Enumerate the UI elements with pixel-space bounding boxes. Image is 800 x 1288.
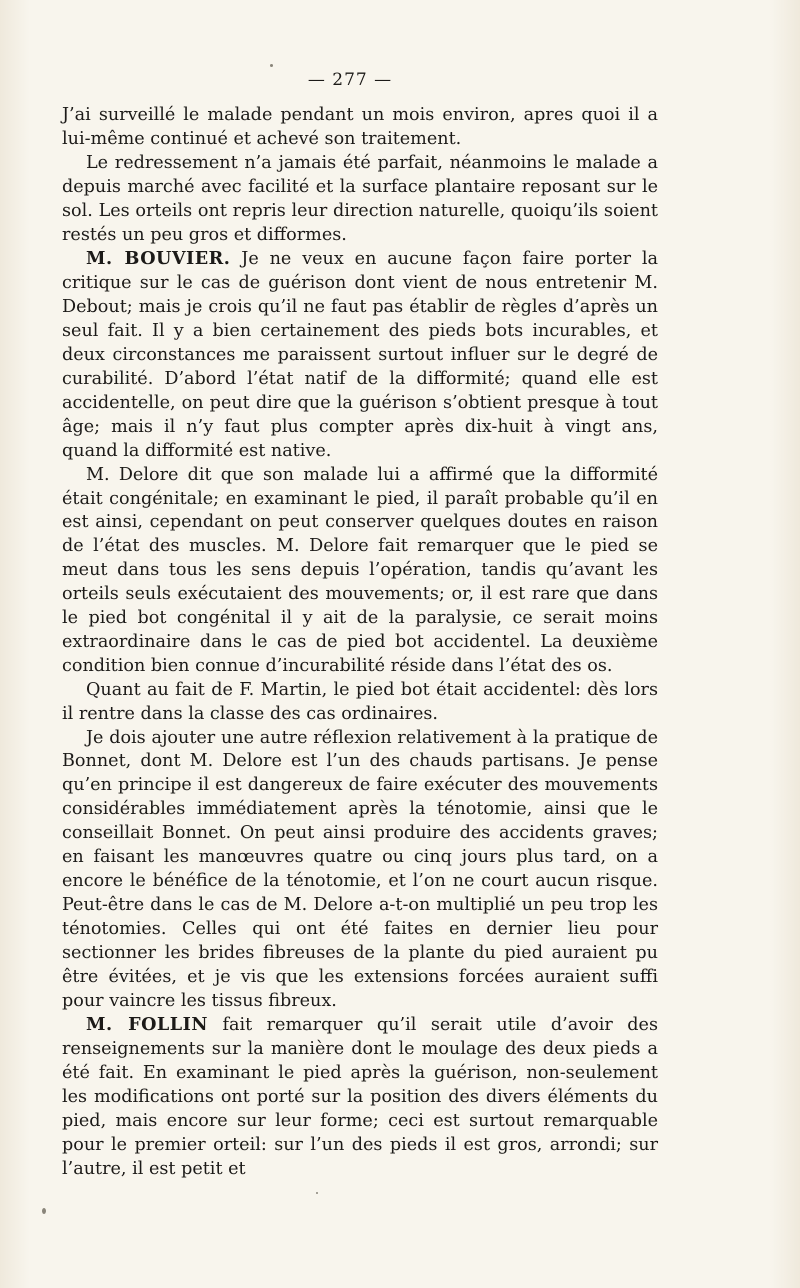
ink-speck (270, 64, 273, 67)
paragraph-6 (62, 727, 658, 1014)
speaker-follin: M. FOLLIN (86, 1014, 208, 1036)
paragraph-7-text: fait remarquer qu’il serait utile d’avoir des renseignements sur la manière dont le moulage des deux pieds a été fait. En examinant le pied après la guérison, non-seulement les modifications ont porté sur la position des divers éléments du pied, mais encore sur leur forme; ceci est surtout remarquable pour le premier orteil: sur l’un des pieds il est gros, arrondi; sur l’autre, il est petit et (62, 1015, 658, 1179)
paragraph-3 (62, 247, 658, 463)
paragraph-2-text: Le redressement n’a jamais été parfait, néanmoins le malade a depuis marché avec facilité et la surface plantaire reposant sur le sol. Les orteils ont repris leur direction naturelle, quoiqu’ils soient restés un peu gros et difformes. (62, 152, 658, 245)
paragraph-1 (62, 104, 658, 152)
ink-speck (316, 1192, 318, 1194)
ink-speck (42, 1208, 46, 1214)
paragraph-3-text: Je ne veux en aucune façon faire porter la critique sur le cas de guérison dont vient de nous entretenir M. Debout; mais je crois qu’il ne faut pas établir de règles d’après un seul fait. Il y a bien certainement des pieds bots incurables, et deux circonstances me paraissent surtout influer sur le degré de curabilité. D’abord l’état natif de la difformité; quand elle est accidentelle, on peut dire que la guérison s’obtient presque à tout âge; mais il n’y faut plus compter après dix-huit à vingt ans, quand la difformité est native. (62, 249, 658, 461)
body-text (62, 104, 658, 1182)
paragraph-4 (62, 464, 658, 679)
paragraph-7 (62, 1013, 658, 1181)
paragraph-5-text: Quant au fait de F. Martin, le pied bot était accidentel: dès lors il rentre dans la classe des cas ordinaires. (62, 679, 658, 724)
speaker-bouvier: M. BOUVIER. (86, 248, 231, 270)
paragraph-4-text: M. Delore dit que son malade lui a affirmé que la difformité était congénitale; en examinant le pied, il paraît probable qu’il en est ainsi, cependant on peut conserver quelques doutes en raison de l’état des muscles. M. Delore fait remarquer que le pied se meut dans tous les sens depuis l’opération, tandis qu’avant les orteils seuls exécutaient des mouvements; or, il est rare que dans le pied bot congénital il y ait de la paralysie, ce serait moins extraordinaire dans le cas de pied bot accidentel. La deuxième condition bien connue d’incurabilité réside dans l’état des os. (62, 464, 658, 676)
paragraph-2 (62, 152, 658, 248)
paragraph-5 (62, 679, 658, 727)
paragraph-6-text: Je dois ajouter une autre réflexion relativement à la pratique de Bonnet, dont M. Delore est l’un des chauds partisans. Je pense qu’en principe il est dangereux de faire exécuter des mouvements considérables immédiatement après la ténotomie, ainsi que le conseillait Bonnet. On peut ainsi produire des accidents graves; en faisant les manœuvres quatre ou cinq jours plus tard, on a encore le bénéfice de la ténotomie, et l’on ne court aucun risque. Peut-être dans le cas de M. Delore a-t-on multiplié un peu trop les ténotomies. Celles qui ont été faites en dernier lieu pour sectionner les brides fibreuses de la plante du pied auraient pu être évitées, et je vis que les extensions forcées auraient suffi pour vaincre les tissus fibreux. (62, 727, 658, 1011)
page-number: — 277 — (307, 70, 393, 90)
paragraph-1-text: J’ai surveillé le malade pendant un mois environ, apres quoi il a lui-même continué et achevé son traitement. (62, 105, 658, 149)
